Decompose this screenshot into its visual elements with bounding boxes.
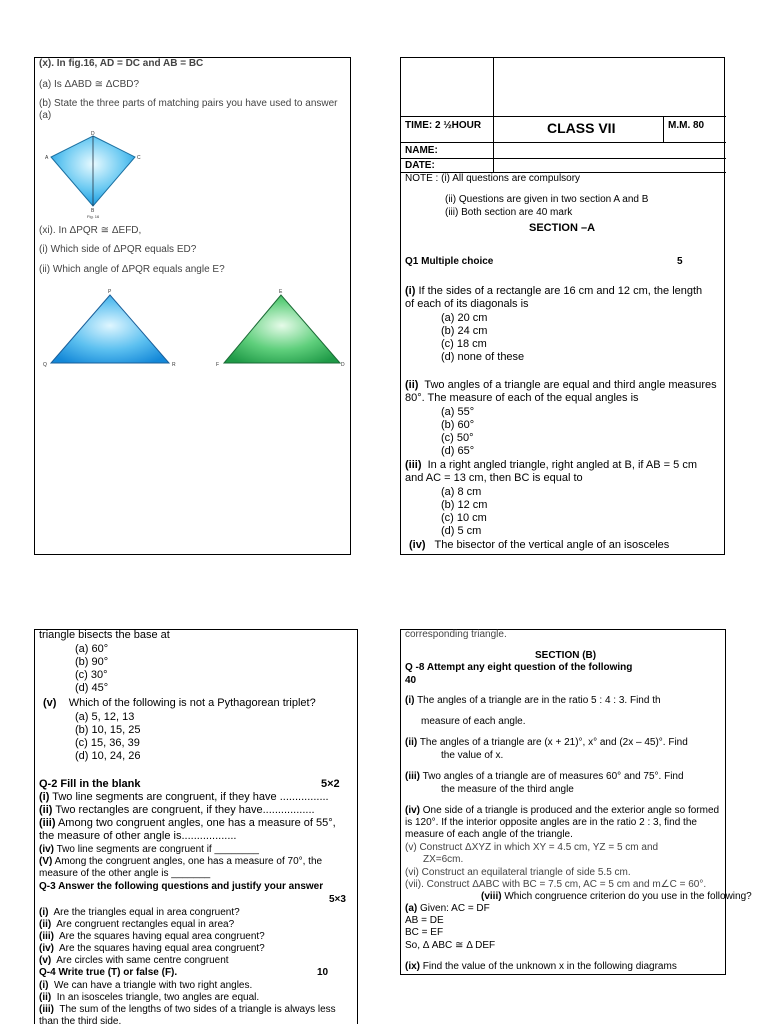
q8-viii-a-text: Given: AC = DF (420, 903, 490, 914)
q4-ii-text: In an isosceles triangle, two angles are equal. (56, 992, 260, 1003)
option: (a) 55° (441, 406, 475, 418)
q4-i-number: (i) (39, 980, 49, 991)
max-marks: M.M. 80 (668, 120, 705, 131)
note-3: (iii) Both section are 40 mark (445, 207, 573, 218)
q2-i-text: Two line segments are congruent, if they have ................ (52, 791, 329, 803)
option: (b) 10, 15, 25 (75, 724, 141, 736)
q4-heading: Q-4 Write true (T) or false (F). (39, 967, 178, 978)
q3-i-text: Are the triangles equal in area congruent? (53, 907, 240, 918)
q2-iii-number: (iii) (39, 817, 56, 829)
q4-i (39, 980, 252, 992)
q8-ii-text: The angles of a triangle are (x + 21)°, x° and (2x – 45)°. Find (419, 737, 688, 748)
triangle-label-q: Q (43, 362, 47, 368)
mcq-ii (405, 379, 717, 405)
q3-iii (39, 931, 265, 943)
q2-v (39, 856, 349, 880)
option: (c) 50° (441, 432, 474, 444)
q8-viii-bc: BC = EF (405, 927, 444, 938)
q2-iv (39, 844, 259, 856)
q2-iii-text: Among two congruent angles, one has a measure of 55°, the measure of other angle is.................. (39, 817, 336, 842)
q4-marks: 10 (317, 967, 329, 978)
q8-iii-text: Two angles of a triangle are of measures 60° and 75°. Find (422, 771, 684, 782)
q8-vi: (vi) Construct an equilateral triangle of side 5.5 cm. (405, 867, 631, 878)
section-a-heading: SECTION –A (529, 222, 596, 234)
kite-fig-caption: Fig. 16 (87, 214, 100, 219)
section-b-heading: SECTION (B) (535, 650, 597, 661)
mcq-iii-options (441, 486, 487, 538)
mcq-iii (405, 459, 717, 485)
q8-v: (v) Construct ΔXYZ in which XY = 4.5 cm, YZ = 5 cm and (405, 842, 659, 853)
mcq-iii-number: (iii) (405, 459, 422, 471)
q4-ii-number: (ii) (39, 992, 52, 1003)
option: (d) 5 cm (441, 525, 482, 537)
option: (d) none of these (441, 351, 525, 363)
question-x-a: (a) Is ΔABD ≅ ΔCBD? (39, 79, 140, 90)
option: (d) 65° (441, 445, 475, 457)
q3-v-text: Are circles with same centre congruent (56, 955, 229, 966)
option: (a) 5, 12, 13 (75, 711, 135, 723)
continued-text: corresponding triangle. (405, 629, 507, 640)
q8-viii (481, 891, 752, 903)
option: (d) 10, 24, 26 (75, 750, 141, 762)
q4-iii (39, 1004, 351, 1028)
option: (c) 15, 36, 39 (75, 737, 140, 749)
mcq-v-options (75, 711, 140, 763)
q3-marks: 5×3 (329, 894, 346, 905)
question-xi-ii: (ii) Which angle of ΔPQR equals angle E? (39, 264, 225, 275)
time-label: TIME: 2 ½HOUR (405, 120, 482, 131)
q8-viii-number: (viii) (481, 891, 502, 902)
q2-i-number: (i) (39, 791, 50, 803)
q8-iii-number: (iii) (405, 771, 420, 782)
class-title: CLASS VII (547, 120, 616, 136)
option: (c) 10 cm (441, 512, 487, 524)
q3-iv (39, 943, 265, 955)
q8-heading: Q -8 Attempt any eight question of the following (405, 662, 633, 673)
option: (b) 12 cm (441, 499, 488, 511)
worksheet-page-2 (400, 57, 725, 555)
note-1: NOTE : (i) All questions are compulsory (405, 173, 581, 184)
q8-iv (405, 805, 721, 841)
question-x-b: (b) State the three parts of matching pairs you have used to answer (a) (39, 98, 338, 121)
q8-i-text: The angles of a triangle are in the ratio 5 : 4 : 3. Find th (417, 695, 661, 706)
q8-viii-so: So, Δ ABC ≅ Δ DEF (405, 940, 496, 951)
question-xi: (xi). In ΔPQR ≅ ΔEFD, (39, 225, 142, 236)
kite-label-d: D (91, 131, 95, 137)
q4-i-text: We can have a triangle with two right angles. (54, 980, 253, 991)
q2-ii-number: (ii) (39, 804, 53, 816)
q8-i (405, 695, 661, 707)
q8-ix-text: Find the value of the unknown x in the following diagrams (422, 961, 677, 972)
q3-i (39, 907, 240, 919)
mcq-iii-text: In a right angled triangle, right angled at B, if AB = 5 cm and AC = 13 cm, then BC is equal to (405, 459, 697, 484)
option: (b) 90° (75, 656, 109, 668)
triangle-label-f: F (216, 362, 220, 368)
q8-viii-ab: AB = DE (405, 915, 444, 926)
option: (b) 24 cm (441, 325, 488, 337)
q3-iv-text: Are the squares having equal area congruent? (59, 943, 265, 954)
q2-v-text: Among the congruent angles, one has a measure of 70°, the measure of the other angle is _______ (39, 856, 323, 879)
q2-iii (39, 817, 339, 843)
q2-iv-text: Two line segments are congruent if ________ (56, 844, 259, 855)
q8-ii (405, 737, 688, 749)
name-field: NAME: (405, 145, 438, 156)
mcq-iv-continued: triangle bisects the base at (39, 629, 170, 641)
q8-ix (405, 961, 677, 973)
note-2: (ii) Questions are given in two section A and B (445, 194, 649, 205)
worksheet-page-1 (34, 57, 351, 555)
mcq-i-text: If the sides of a rectangle are 16 cm and 12 cm, the length of each of its diagonals is (405, 285, 703, 310)
q3-v-number: (v) (39, 955, 52, 966)
q3-i-number: (i) (39, 907, 49, 918)
q8-ix-number: (ix) (405, 961, 420, 972)
q3-heading: Q-3 Answer the following questions and justify your answer (39, 881, 324, 892)
option: (d) 45° (75, 682, 109, 694)
triangle-label-e: E (279, 289, 283, 295)
q1-marks: 5 (677, 256, 683, 267)
mcq-iv-options (75, 643, 108, 695)
q2-heading: Q-2 Fill in the blank (39, 778, 141, 790)
q2-ii-text: Two rectangles are congruent, if they have................. (55, 804, 315, 816)
q8-viii-a (405, 903, 490, 915)
option: (a) 60° (75, 643, 109, 655)
q8-i-number: (i) (405, 695, 415, 706)
q8-iv-text: One side of a triangle is produced and the exterior angle so formed is 120°. If the interior opposite angles are in the ratio 2 : 3, find the measure of each angle of the triangle. (405, 805, 720, 840)
q4-iii-text: The sum of the lengths of two sides of a triangle is always less than the third side. (39, 1004, 336, 1027)
kite-label-b: B (91, 208, 95, 214)
option: (a) 20 cm (441, 312, 488, 324)
q2-ii (39, 804, 315, 817)
option: (b) 60° (441, 419, 475, 431)
mcq-iv-number: (iv) (409, 539, 426, 551)
mcq-ii-options (441, 406, 474, 458)
q8-ii-continued: the value of x. (441, 750, 504, 761)
q8-ii-number: (ii) (405, 737, 418, 748)
option: (c) 18 cm (441, 338, 487, 350)
q3-iii-number: (iii) (39, 931, 54, 942)
option: (a) 8 cm (441, 486, 482, 498)
triangles-figure (41, 286, 346, 371)
q3-ii-text: Are congruent rectangles equal in area? (56, 919, 235, 930)
mcq-ii-number: (ii) (405, 379, 419, 391)
mcq-ii-text: Two angles of a triangle are equal and third angle measures 80°. The measure of each of the equal angles is (405, 379, 717, 404)
mcq-v (43, 697, 316, 710)
mcq-v-text: Which of the following is not a Pythagorean triplet? (68, 697, 316, 709)
mcq-i-options (441, 312, 524, 364)
triangle-label-r: R (172, 362, 176, 368)
mcq-i (405, 285, 705, 311)
worksheet-page-3 (34, 629, 358, 1027)
q8-viii-a-number: (a) (405, 903, 418, 914)
q8-vii: (vii). Construct ΔABC with BC = 7.5 cm, AC = 5 cm and m∠C = 60°. (405, 879, 707, 890)
question-x (39, 58, 203, 70)
q8-marks: 40 (405, 675, 417, 686)
q3-ii (39, 919, 234, 931)
q2-marks: 5×2 (321, 778, 340, 790)
q8-i-continued: measure of each angle. (421, 716, 526, 727)
mcq-iv (409, 539, 669, 552)
kite-label-a: A (45, 155, 49, 161)
triangle-pqr (51, 295, 169, 363)
mcq-v-number: (v) (43, 697, 57, 709)
q8-viii-text: Which congruence criterion do you use in the following? (504, 891, 752, 902)
triangle-label-d: D (341, 362, 345, 368)
q2-iv-number: (iv) (39, 844, 54, 855)
q3-iv-number: (iv) (39, 943, 54, 954)
q3-ii-number: (ii) (39, 919, 52, 930)
kite-label-c: C (137, 155, 141, 161)
q3-v (39, 955, 229, 967)
triangle-efd (224, 295, 340, 363)
q4-ii (39, 992, 259, 1004)
q1-heading: Q1 Multiple choice (405, 256, 494, 267)
q8-iii (405, 771, 684, 783)
option: (c) 30° (75, 669, 108, 681)
mcq-iv-text: The bisector of the vertical angle of an isosceles (434, 539, 670, 551)
question-x-text: (x). In fig.16, AD = DC and AB = BC (39, 58, 204, 69)
kite-figure (43, 130, 153, 220)
worksheet-page-4 (400, 629, 752, 975)
q8-iii-continued: the measure of the third angle (441, 784, 574, 795)
q2-i (39, 791, 329, 804)
q3-iii-text: Are the squares having equal area congruent? (59, 931, 265, 942)
q4-iii-number: (iii) (39, 1004, 54, 1015)
q8-iv-number: (iv) (405, 805, 420, 816)
q2-v-number: (V) (39, 856, 53, 867)
date-field: DATE: (405, 160, 435, 171)
question-xi-i: (i) Which side of ΔPQR equals ED? (39, 244, 197, 255)
triangle-label-p: P (108, 289, 112, 295)
q8-v-continued: ZX=6cm. (423, 854, 464, 865)
mcq-i-number: (i) (405, 285, 416, 297)
